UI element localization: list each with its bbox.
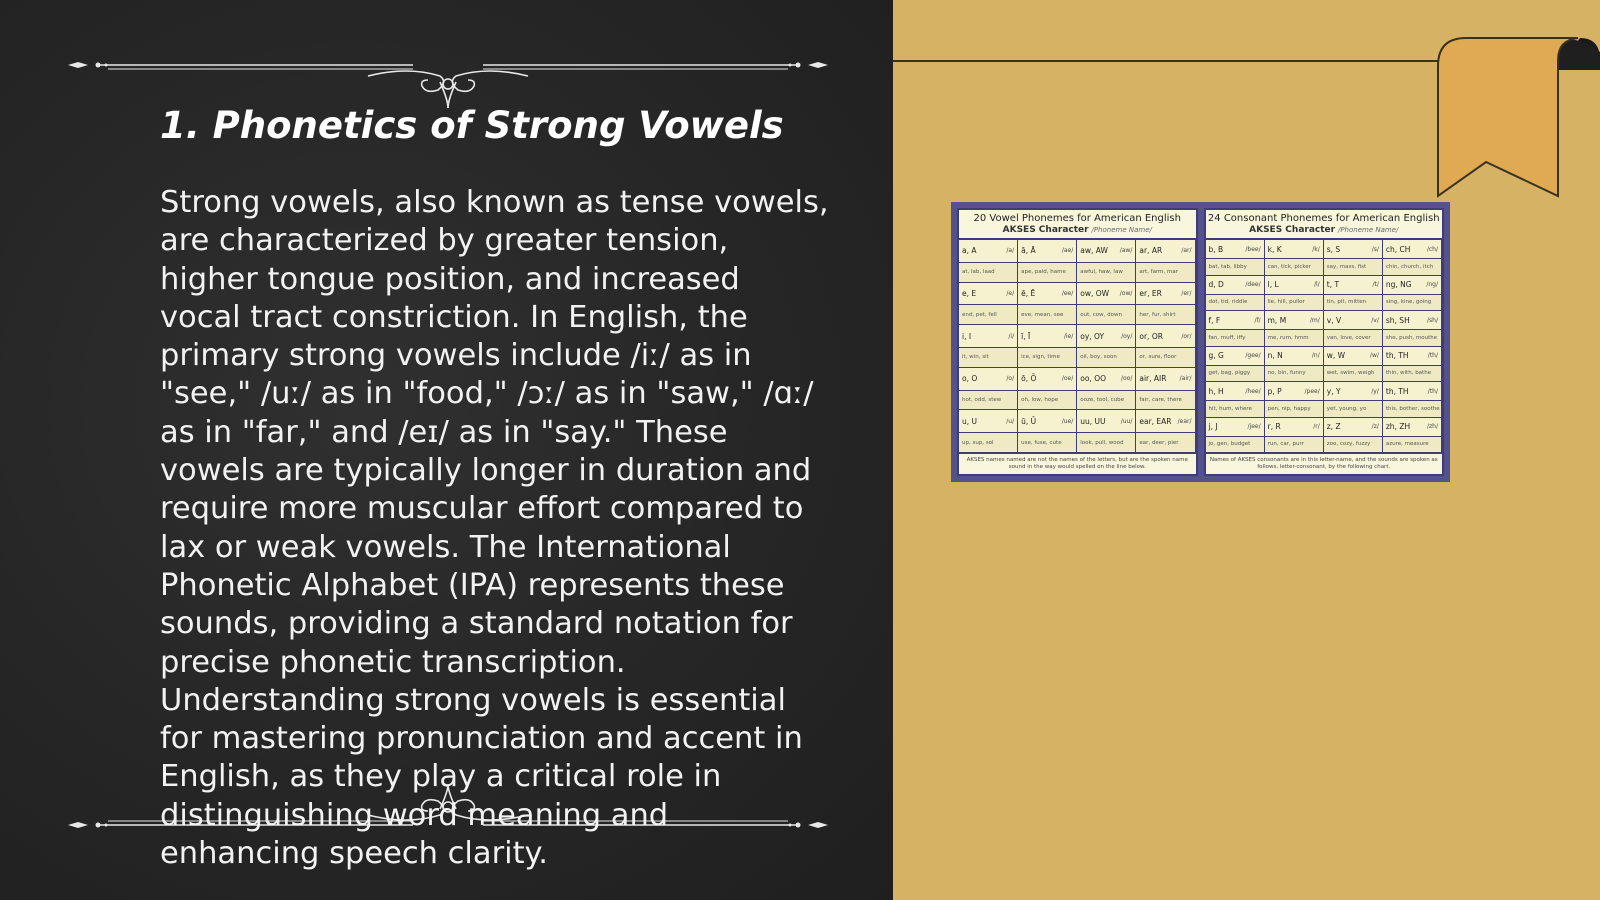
chart-cell-example: can, tick, picker (1267, 263, 1312, 270)
chart-cell-letters: ā, Ā (1021, 246, 1036, 256)
ornament-top-icon (68, 52, 828, 112)
chart-cell-example: or, sure, floor (1139, 354, 1177, 361)
vowel-chart-footnote: AKSES names named are not the names of the letters, but are the spoken name sound in the way would spelled on the line below. (959, 453, 1196, 474)
chart-cell-words (1206, 259, 1265, 275)
chart-cell-example: art, farm, mar (1139, 269, 1178, 276)
chart-cell-words (1018, 305, 1077, 325)
chart-cell-words (1018, 433, 1077, 453)
chart-cell-example: sing, kine, going (1385, 299, 1432, 306)
chart-cell-phoneme (959, 410, 1018, 433)
chart-cell-letters: or, OR (1139, 331, 1163, 341)
consonant-chart-title: 24 Consonant Phonemes for American English (1207, 213, 1440, 224)
chart-cell-phoneme (1265, 418, 1324, 437)
chart-cell-example: fair, care, there (1139, 396, 1182, 403)
chart-cell-letters: r, R (1267, 422, 1281, 432)
chart-cell-letters: v, V (1326, 315, 1342, 325)
chart-cell-words (959, 348, 1018, 368)
chart-cell-phoneme (1136, 240, 1195, 263)
chart-cell-words (1383, 330, 1442, 346)
vowel-chart-subtitle: AKSES Character (1002, 225, 1089, 235)
chart-cell-words (1077, 433, 1136, 453)
chart-cell-phoneme (1265, 240, 1324, 259)
chart-cell-phoneme (1018, 283, 1077, 306)
chart-cell-phoneme-name: /oe/ (1061, 375, 1074, 383)
chart-cell-letters: zh, ZH (1385, 422, 1411, 432)
chart-cell-phoneme-name: /air/ (1179, 375, 1192, 383)
chart-cell-words (1265, 366, 1324, 382)
chart-cell-phoneme (1206, 347, 1265, 366)
chart-cell-example: get, bag, piggy (1208, 370, 1251, 377)
chart-cell-phoneme-name: /ue/ (1061, 417, 1074, 425)
chart-cell-letters: i, I (962, 331, 972, 341)
chart-cell-phoneme (1077, 240, 1136, 263)
chart-cell-example: azure, measure (1385, 441, 1429, 448)
chart-cell-letters: sh, SH (1385, 315, 1410, 325)
chart-cell-phoneme (1206, 240, 1265, 259)
chart-cell-letters: uu, UU (1080, 416, 1106, 426)
chart-cell-letters: ow, OW (1080, 288, 1110, 298)
chart-cell-phoneme-name: /z/ (1371, 423, 1379, 431)
chart-cell-example: lie, hill, pullor (1267, 299, 1305, 306)
chart-cell-phoneme-name: /a/ (1006, 247, 1015, 255)
chart-cell-phoneme (1018, 240, 1077, 263)
chart-cell-words (1136, 305, 1195, 325)
chart-cell-phoneme-name: /s/ (1371, 245, 1379, 253)
chart-cell-letters: ng, NG (1385, 280, 1412, 290)
chart-cell-words (959, 263, 1018, 283)
chart-cell-letters: er, ER (1139, 288, 1162, 298)
chart-cell-phoneme (1383, 418, 1442, 437)
chart-cell-phoneme-name: /v/ (1371, 316, 1379, 324)
chart-cell-example: out, cow, down (1080, 311, 1122, 318)
chart-cell-example: use, fuse, cute (1021, 439, 1062, 446)
chart-cell-letters: ī, Ī (1021, 331, 1031, 341)
chart-cell-phoneme-name: /oo/ (1120, 375, 1133, 383)
chart-cell-phoneme-name: /jee/ (1247, 423, 1261, 431)
chart-cell-phoneme (1206, 418, 1265, 437)
chart-cell-phoneme-name: /pee/ (1304, 387, 1320, 395)
chart-cell-phoneme (1206, 276, 1265, 295)
chart-cell-example: oh, low, hope (1021, 396, 1059, 403)
chart-cell-phoneme-name: /ch/ (1426, 245, 1438, 253)
chart-cell-example: fan, muff, iffy (1208, 334, 1246, 341)
chart-cell-example: up, sup, sol (962, 439, 994, 446)
chart-cell-phoneme (1324, 311, 1383, 330)
chart-cell-phoneme-name: /ng/ (1426, 281, 1438, 289)
chart-cell-example: say, mass, fist (1326, 263, 1367, 270)
chart-cell-words (1324, 259, 1383, 275)
chart-cell-phoneme (1383, 240, 1442, 259)
chart-cell-letters: aw, AW (1080, 246, 1108, 256)
chart-cell-example: ear, deer, pier (1139, 439, 1179, 446)
chart-cell-letters: m, M (1267, 315, 1287, 325)
chart-cell-letters: air, AIR (1139, 374, 1167, 384)
chart-cell-words (1206, 437, 1265, 453)
chart-cell-words (959, 305, 1018, 325)
chart-cell-letters: oo, OO (1080, 374, 1107, 384)
chart-cell-phoneme-name: /ear/ (1177, 417, 1192, 425)
chart-cell-example: eve, mean, see (1021, 311, 1064, 318)
chart-cell-letters: ō, Ō (1021, 374, 1037, 384)
chart-cell-phoneme-name: /th/ (1427, 352, 1438, 360)
chart-cell-words (1324, 330, 1383, 346)
chart-cell-words (1265, 437, 1324, 453)
chart-cell-letters: s, S (1326, 244, 1341, 254)
vowel-chart-header (959, 210, 1196, 240)
chart-cell-phoneme (1324, 382, 1383, 401)
chart-cell-words (1018, 263, 1077, 283)
chart-cell-phoneme-name: /o/ (1006, 375, 1015, 383)
chart-cell-words (1136, 263, 1195, 283)
chart-cell-phoneme (1383, 382, 1442, 401)
chart-cell-example: thin, with, bathe (1385, 370, 1432, 377)
chart-cell-phoneme-name: /w/ (1369, 352, 1379, 360)
vowel-chart-title: 20 Vowel Phonemes for American English (973, 213, 1181, 224)
chart-cell-phoneme (1324, 240, 1383, 259)
chart-cell-phoneme (1136, 325, 1195, 348)
chart-cell-words (1324, 366, 1383, 382)
chart-cell-phoneme (1077, 410, 1136, 433)
consonant-chart-header (1206, 210, 1443, 240)
chart-cell-words (1077, 305, 1136, 325)
chart-cell-letters: f, F (1208, 315, 1221, 325)
chart-cell-words (1018, 391, 1077, 411)
chart-cell-letters: e, E (962, 288, 977, 298)
consonant-chart (1204, 208, 1445, 476)
chart-cell-example: this, bother, soothe (1385, 405, 1440, 412)
chart-cell-words (1206, 330, 1265, 346)
chart-cell-phoneme (1265, 382, 1324, 401)
chart-cell-words (1265, 330, 1324, 346)
chart-cell-letters: ch, CH (1385, 244, 1411, 254)
chart-cell-example: dot, tid, riddle (1208, 299, 1248, 306)
chart-cell-letters: n, N (1267, 351, 1283, 361)
chart-cell-phoneme-name: /i/ (1008, 332, 1015, 340)
chart-cell-example: yet, young, yo (1326, 405, 1367, 412)
chart-cell-example: it, win, sit (962, 354, 989, 361)
chart-cell-example: no, bin, funny (1267, 370, 1306, 377)
chart-cell-example: oil, boy, soon (1080, 354, 1117, 361)
chart-cell-letters: ē, Ē (1021, 288, 1036, 298)
chart-cell-letters: ear, EAR (1139, 416, 1172, 426)
chart-cell-phoneme-name: /th/ (1427, 387, 1438, 395)
bookmark-ribbon-icon (1430, 30, 1600, 200)
chart-cell-phoneme-name: /bee/ (1245, 245, 1261, 253)
chart-cell-example: hit, hum, where (1208, 405, 1252, 412)
chart-cell-phoneme-name: /zh/ (1427, 423, 1438, 431)
chart-cell-phoneme-name: /gee/ (1245, 352, 1261, 360)
vowel-grid (959, 240, 1196, 453)
chart-cell-example: bat, tab, libby (1208, 263, 1247, 270)
chart-cell-words (1383, 366, 1442, 382)
slide-title: 1. Phonetics of Strong Vowels (160, 104, 784, 147)
chart-cell-example: chin, church, itch (1385, 263, 1434, 270)
chart-cell-phoneme (959, 283, 1018, 306)
chart-cell-example: ice, sign, time (1021, 354, 1060, 361)
vowel-chart (957, 208, 1198, 476)
chart-cell-words (959, 391, 1018, 411)
chart-cell-phoneme-name: /y/ (1371, 387, 1379, 395)
chart-cell-letters: j, J (1208, 422, 1218, 432)
chart-cell-phoneme-name: /ae/ (1061, 247, 1074, 255)
chart-cell-phoneme (1324, 347, 1383, 366)
chart-cell-letters: d, D (1208, 280, 1224, 290)
chart-cell-example: jo, gen, budget (1208, 441, 1251, 448)
chart-cell-words (1324, 437, 1383, 453)
chart-cell-phoneme-name: /l/ (1314, 281, 1320, 289)
chart-cell-letters: z, Z (1326, 422, 1341, 432)
chart-cell-phoneme-name: /aw/ (1119, 247, 1133, 255)
chart-cell-phoneme-name: /n/ (1311, 352, 1320, 360)
slide-body-text: Strong vowels, also known as tense vowels, are characterized by greater tension, higher tongue position, and increased vocal tract constriction. In English, the primary strong vowels include /iː/ as in "see," /uː/ as in "food," /ɔː/ as in "saw," /ɑː/ as in "far," and /eɪ/ as in "say." These vowels are typically longer in duration and require more muscular effort compared to lax or weak vowels. The International Phonetic Alphabet (IPA) represents these sounds, providing a standard notation for precise phonetic transcription. Understanding strong vowels is essential for mastering pronunciation and accent in English, as they play a critical role in distinguishing word meaning and enhancing speech clarity. (160, 185, 829, 872)
chart-cell-words (1265, 401, 1324, 417)
chart-cell-words (1383, 437, 1442, 453)
chart-cell-letters: th, TH (1385, 386, 1409, 396)
chart-cell-letters: g, G (1208, 351, 1224, 361)
chart-cell-example: awful, haw, law (1080, 269, 1123, 276)
chart-cell-phoneme-name: /e/ (1006, 289, 1015, 297)
chart-cell-example: wet, swim, weigh (1326, 370, 1375, 377)
chart-cell-phoneme (1206, 382, 1265, 401)
chart-cell-phoneme-name: /oy/ (1121, 332, 1133, 340)
chart-cell-example: pen, nip, happy (1267, 405, 1311, 412)
chart-cell-example: she, push, mouthe (1385, 334, 1438, 341)
chart-cell-phoneme-name: /ow/ (1119, 289, 1133, 297)
chart-cell-phoneme-name: /hee/ (1245, 387, 1261, 395)
chart-cell-words (1136, 348, 1195, 368)
phoneme-chart-image (951, 202, 1450, 482)
chart-cell-phoneme-name: /m/ (1309, 316, 1320, 324)
chart-cell-phoneme-name: /sh/ (1427, 316, 1438, 324)
chart-cell-phoneme (1018, 368, 1077, 391)
vowel-chart-subtitle-note: /Phoneme Name/ (1091, 226, 1152, 234)
chart-cell-phoneme-name: /dee/ (1245, 281, 1261, 289)
chart-cell-letters: w, W (1326, 351, 1346, 361)
chart-cell-letters: ar, AR (1139, 246, 1163, 256)
chart-cell-letters: a, A (962, 246, 977, 256)
chart-cell-letters: t, T (1326, 280, 1340, 290)
chart-cell-example: end, pet, fell (962, 311, 997, 318)
consonant-grid (1206, 240, 1443, 453)
chart-cell-phoneme (1265, 276, 1324, 295)
chart-cell-words (1018, 348, 1077, 368)
chart-cell-phoneme-name: /ar/ (1181, 247, 1192, 255)
chart-cell-phoneme (1383, 311, 1442, 330)
chart-cell-words (1206, 401, 1265, 417)
chart-cell-example: hot, odd, stew (962, 396, 1002, 403)
chart-cell-phoneme-name: /ee/ (1061, 289, 1074, 297)
chart-cell-letters: p, P (1267, 386, 1282, 396)
chart-cell-example: run, car, purr (1267, 441, 1304, 448)
chart-cell-phoneme-name: /or/ (1181, 332, 1192, 340)
chart-cell-words (1383, 295, 1442, 311)
chart-cell-example: her, fur, shirt (1139, 311, 1176, 318)
chart-cell-phoneme (1383, 276, 1442, 295)
chart-cell-phoneme (959, 325, 1018, 348)
chart-cell-words (959, 433, 1018, 453)
chart-cell-phoneme (1136, 410, 1195, 433)
chart-cell-example: ape, paid, hame (1021, 269, 1066, 276)
chart-cell-phoneme (1136, 368, 1195, 391)
chart-cell-letters: l, L (1267, 280, 1279, 290)
chart-cell-example: van, love, cover (1326, 334, 1371, 341)
chart-cell-words (1077, 348, 1136, 368)
chart-cell-phoneme (1018, 410, 1077, 433)
chart-cell-words (1383, 259, 1442, 275)
chart-cell-words (1136, 433, 1195, 453)
chart-cell-letters: th, TH (1385, 351, 1409, 361)
chart-cell-words (1077, 263, 1136, 283)
chart-cell-phoneme (959, 368, 1018, 391)
chart-cell-phoneme (1077, 325, 1136, 348)
chart-cell-letters: b, B (1208, 244, 1224, 254)
chart-cell-words (1383, 401, 1442, 417)
chart-cell-letters: oy, OY (1080, 331, 1105, 341)
chart-cell-phoneme-name: /k/ (1312, 245, 1320, 253)
chart-cell-example: zoo, cozy, fuzzy (1326, 441, 1371, 448)
chart-cell-words (1136, 391, 1195, 411)
chart-cell-letters: o, O (962, 374, 978, 384)
chart-cell-example: tin, pit, mitten (1326, 299, 1367, 306)
chart-cell-letters: y, Y (1326, 386, 1341, 396)
chart-cell-phoneme (959, 240, 1018, 263)
chart-cell-phoneme (1324, 276, 1383, 295)
chart-cell-words (1206, 366, 1265, 382)
chart-cell-phoneme (1383, 347, 1442, 366)
chart-cell-words (1265, 295, 1324, 311)
chart-cell-phoneme-name: /f/ (1254, 316, 1261, 324)
consonant-chart-subtitle-note: /Phoneme Name/ (1337, 226, 1399, 234)
chart-cell-phoneme (1324, 418, 1383, 437)
chart-cell-words (1324, 295, 1383, 311)
consonant-chart-footnote: Names of AKSES consonants are in this letter-name, and the sounds are spoken as follows, letter-consonant, by the following chart. (1206, 453, 1443, 474)
chart-cell-phoneme (1077, 283, 1136, 306)
chart-cell-phoneme-name: /ie/ (1063, 332, 1074, 340)
chart-cell-letters: k, K (1267, 244, 1282, 254)
chart-cell-phoneme (1265, 311, 1324, 330)
chart-cell-letters: ū, Ū (1021, 416, 1037, 426)
chart-cell-example: ooze, tool, cube (1080, 396, 1125, 403)
chart-cell-phoneme (1077, 368, 1136, 391)
chart-cell-phoneme-name: /r/ (1313, 423, 1320, 431)
chart-cell-phoneme (1206, 311, 1265, 330)
chart-cell-phoneme-name: /u/ (1006, 417, 1015, 425)
chart-cell-phoneme (1018, 325, 1077, 348)
chart-cell-phoneme (1136, 283, 1195, 306)
chart-cell-letters: u, U (962, 416, 978, 426)
consonant-chart-subtitle: AKSES Character (1249, 225, 1336, 235)
chart-cell-words (1077, 391, 1136, 411)
chart-cell-letters: h, H (1208, 386, 1224, 396)
chart-cell-phoneme-name: /er/ (1181, 289, 1192, 297)
chart-cell-example: at, lab, laad (962, 269, 995, 276)
chart-cell-words (1206, 295, 1265, 311)
chart-cell-example: me, rum, hmm (1267, 334, 1309, 341)
chart-cell-words (1265, 259, 1324, 275)
chart-cell-words (1324, 401, 1383, 417)
chart-cell-phoneme-name: /t/ (1372, 281, 1379, 289)
chart-cell-phoneme (1265, 347, 1324, 366)
chart-cell-example: look, pull, wood (1080, 439, 1124, 446)
chart-cell-phoneme-name: /uu/ (1120, 417, 1133, 425)
